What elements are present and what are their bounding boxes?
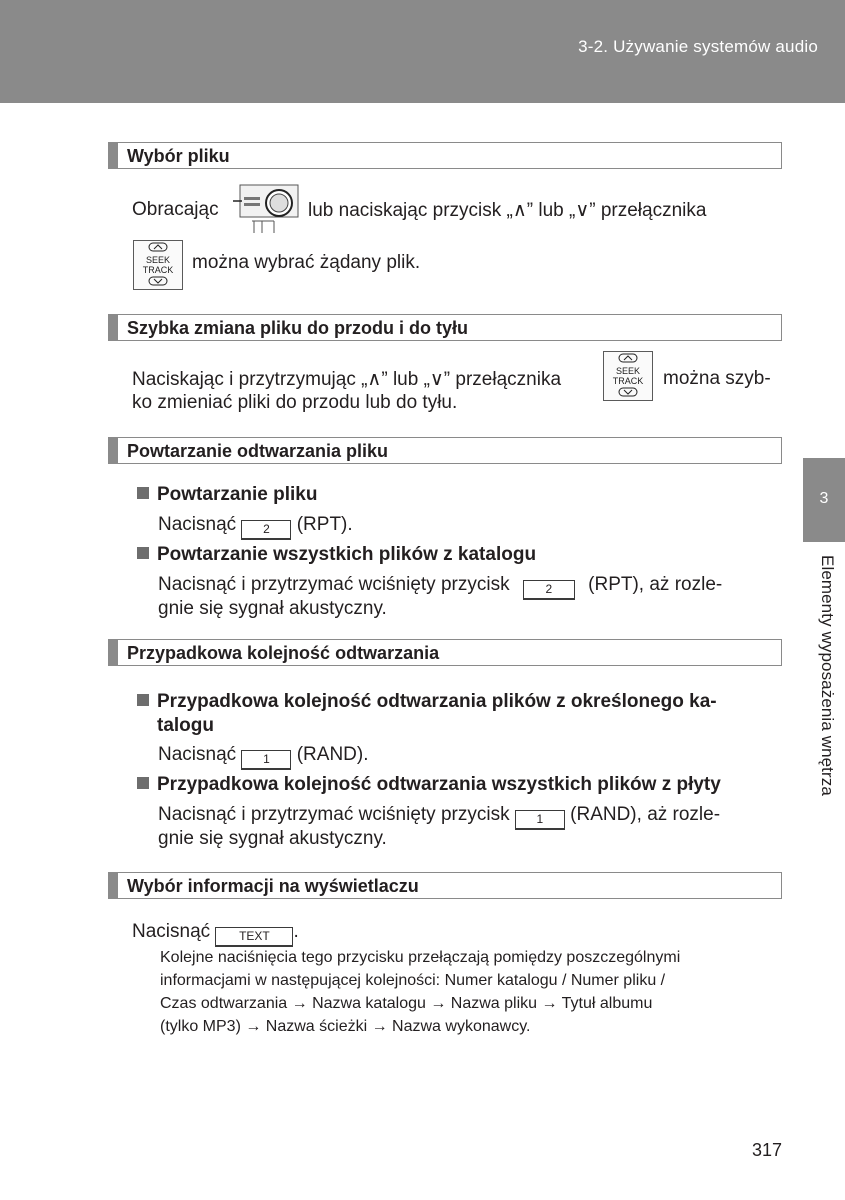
chapter-tab [803, 458, 845, 542]
section-heading-file-select [108, 142, 782, 169]
body-text: Naciskając i przytrzymując „∧” lub „∨” przełącznika [132, 369, 562, 390]
heading-bar [109, 143, 118, 168]
seek-label: SEEK [145, 255, 171, 265]
section-title: Wybór informacji na wyświetlaczu [127, 876, 419, 896]
body-text: gnie się sygnał akustyczny. [158, 598, 387, 619]
heading-bar [109, 640, 118, 665]
chapter-label: Elementy wyposażenia wnętrza [818, 555, 837, 796]
body-text: można wybrać żądany plik. [192, 252, 421, 273]
subheading: Powtarzanie pliku [137, 484, 317, 506]
note-text: Czas odtwarzania → Nazwa katalogu → Nazwa pliku → Tytuł albumu [160, 995, 653, 1012]
note-text: (tylko MP3) → Nazwa ścieżki → Nazwa wykonawcy. [160, 1018, 531, 1035]
square-bullet-icon [137, 777, 149, 789]
section-heading-repeat [108, 437, 782, 464]
heading-bar [109, 873, 118, 898]
tune-knob-icon [232, 183, 300, 237]
subheading: Powtarzanie wszystkich plików z katalogu [137, 544, 536, 566]
heading-bar [109, 315, 118, 340]
page-number: 317 [751, 1140, 782, 1160]
section-title: Szybka zmiana pliku do przodu i do tyłu [127, 318, 469, 338]
track-label: TRACK [142, 265, 174, 275]
section-heading-display-info [108, 872, 782, 899]
breadcrumb: 3-2. Używanie systemów audio [578, 37, 818, 56]
note-text: Kolejne naciśnięcia tego przycisku przełączają pomiędzy poszczególnymi [160, 949, 681, 966]
seek-track-button-icon [133, 240, 183, 290]
square-bullet-icon [137, 547, 149, 559]
button-1-icon: 1 [241, 750, 291, 770]
body-text: Nacisnąć 2 (RPT). [158, 514, 353, 540]
body-text: Nacisnąć i przytrzymać wciśnięty przycisk 2 (RPT), aż rozle- [158, 574, 722, 600]
body-text: Nacisnąć 1 (RAND). [158, 744, 369, 770]
chapter-number: 3 [819, 490, 829, 507]
section-title: Przypadkowa kolejność odtwarzania [127, 643, 440, 663]
note-text: informacjami w następującej kolejności: Numer katalogu / Numer pliku / [160, 972, 666, 989]
square-bullet-icon [137, 694, 149, 706]
section-heading-fast-change [108, 314, 782, 341]
heading-bar [109, 438, 118, 463]
body-text: ko zmieniać pliki do przodu lub do tyłu. [132, 392, 458, 413]
seek-track-button-icon [603, 351, 653, 401]
subheading: Przypadkowa kolejność odtwarzania wszystkich plików z płyty [137, 774, 721, 796]
track-label: TRACK [612, 376, 644, 386]
button-2-icon: 2 [523, 580, 575, 600]
body-text: Nacisnąć TEXT . [132, 921, 299, 947]
seek-label: SEEK [615, 366, 641, 376]
section-heading-random [108, 639, 782, 666]
section-title: Powtarzanie odtwarzania pliku [127, 441, 389, 461]
subheading: talogu [157, 715, 214, 736]
section-title: Wybór pliku [127, 146, 230, 166]
body-text: można szyb- [663, 368, 771, 389]
header-bar [0, 0, 845, 103]
text-button-icon: TEXT [215, 927, 293, 947]
body-text: Obracając [132, 199, 219, 220]
subheading: Przypadkowa kolejność odtwarzania plików z określonego ka- [137, 691, 717, 713]
button-2-icon: 2 [241, 520, 291, 540]
body-text: Nacisnąć i przytrzymać wciśnięty przycisk 1 (RAND), aż rozle- [158, 804, 720, 830]
button-1-icon: 1 [515, 810, 565, 830]
body-text: gnie się sygnał akustyczny. [158, 828, 387, 849]
square-bullet-icon [137, 487, 149, 499]
body-text: lub naciskając przycisk „∧” lub „∨” przełącznika [308, 200, 707, 221]
